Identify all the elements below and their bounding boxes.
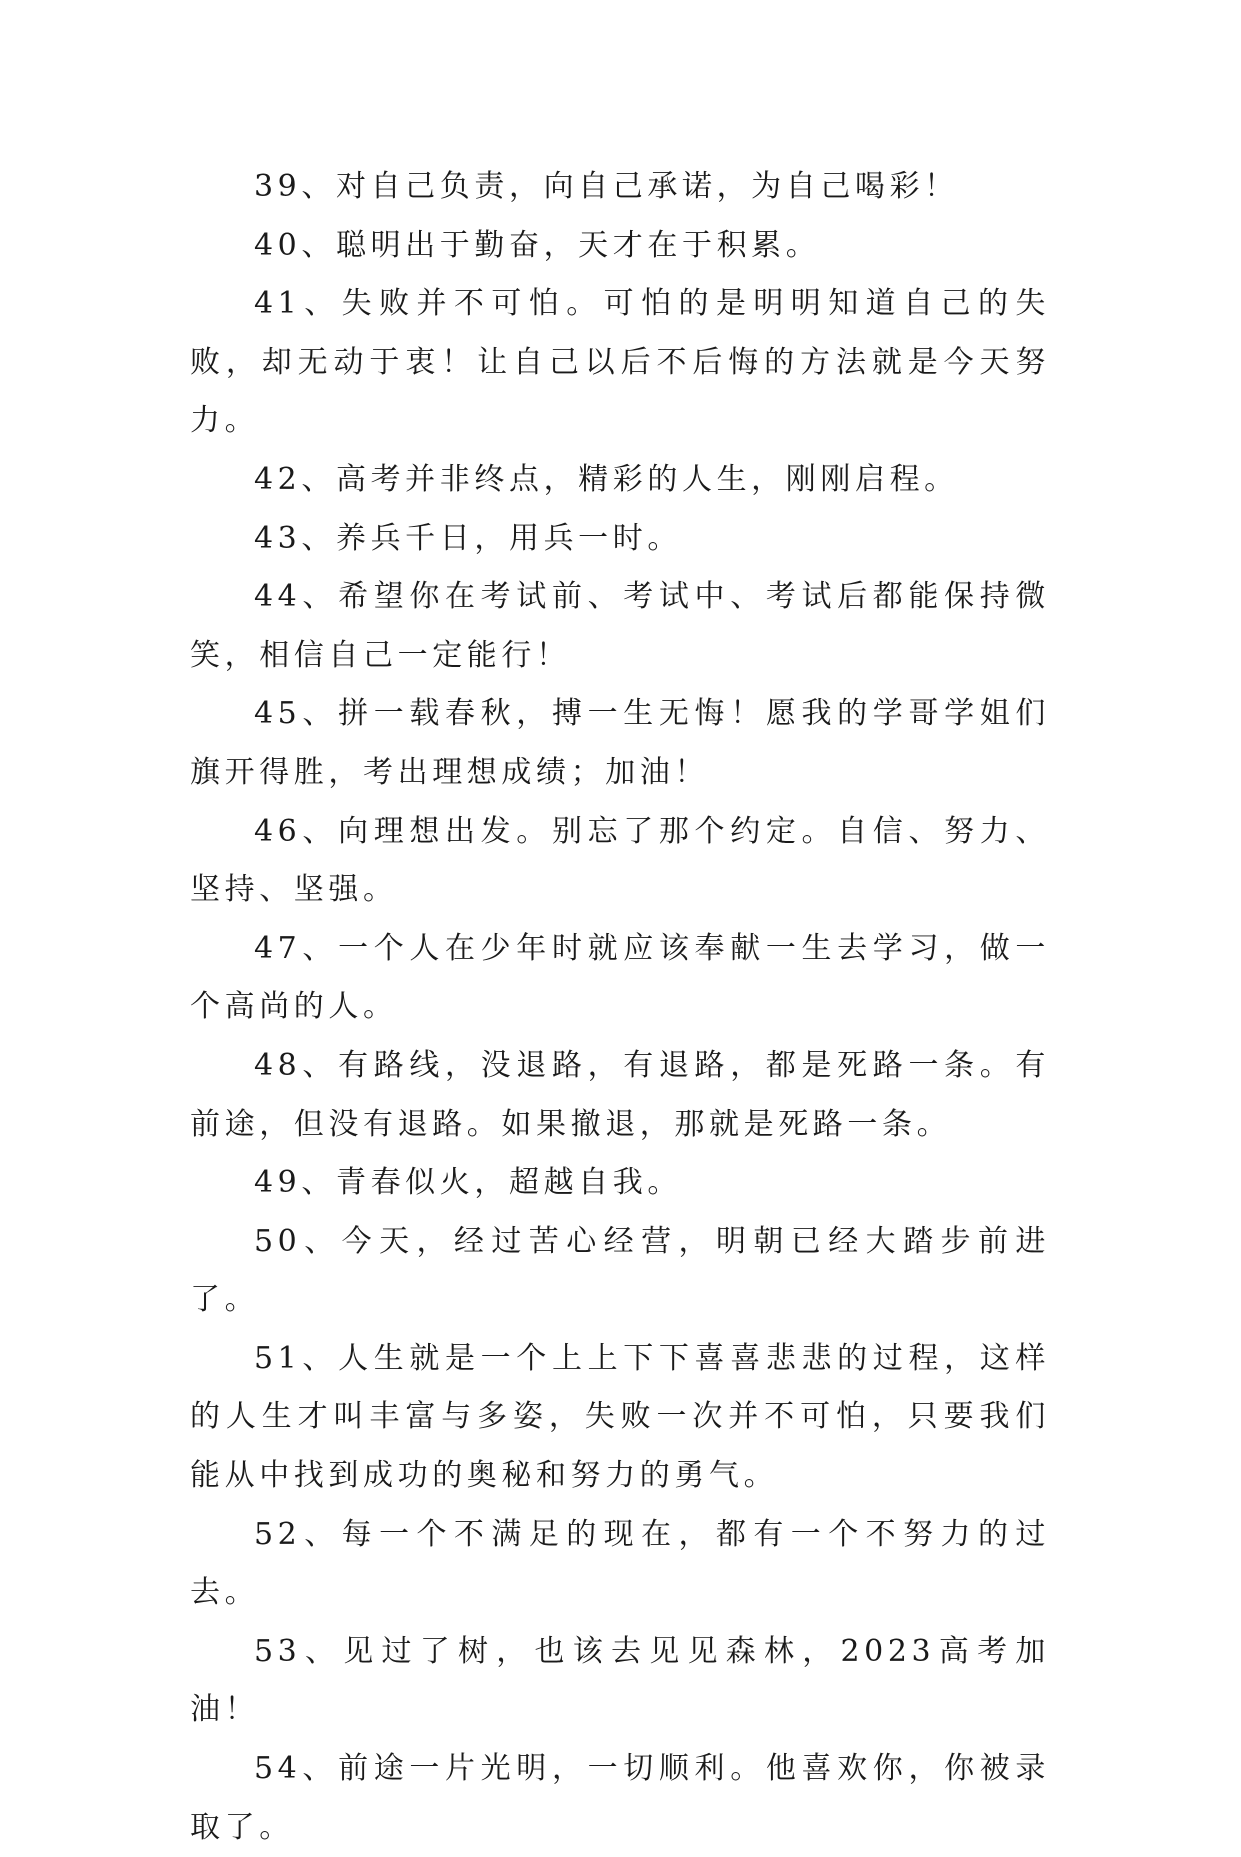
- paragraph-48: 48、有路线，没退路，有退路，都是死路一条。有前途，但没有退路。如果撤退，那就是死路一条。: [190, 1047, 1050, 1142]
- paragraph-46: 46、向理想出发。别忘了那个约定。自信、努力、坚持、坚强。: [190, 813, 1050, 908]
- paragraph-45: 45、拼一载春秋，搏一生无悔！愿我的学哥学姐们旗开得胜，考出理想成绩；加油！: [190, 696, 1050, 790]
- paragraph-49: 49、青春似火，超越自我。: [254, 1165, 682, 1201]
- paragraph-47: 47、一个人在少年时就应该奉献一生去学习，做一个高尚的人。: [190, 930, 1050, 1025]
- paragraph-42: 42、高考并非终点，精彩的人生，刚刚启程。: [254, 461, 959, 497]
- paragraph-39: 39、对自己负责，向自己承诺，为自己喝彩！: [254, 169, 959, 204]
- document-body: [190, 158, 1050, 1857]
- paragraph-50: 50、今天，经过苦心经营，明朝已经大踏步前进了。: [190, 1223, 1050, 1318]
- paragraph-52: 52、每一个不满足的现在，都有一个不努力的过去。: [190, 1516, 1050, 1611]
- paragraph-44: 44、希望你在考试前、考试中、考试后都能保持微笑，相信自己一定能行！: [190, 579, 1050, 673]
- paragraph-53: 53、见过了树，也该去见见森林，2023高考加油！: [190, 1633, 1050, 1728]
- paragraph-43: 43、养兵千日，用兵一时。: [254, 520, 682, 556]
- paragraph-51: 51、人生就是一个上上下下喜喜悲悲的过程，这样的人生才叫丰富与多姿，失败一次并不可怕，只要我们能从中找到成功的奥秘和努力的勇气。: [190, 1340, 1050, 1494]
- paragraph-41: 41、失败并不可怕。可怕的是明明知道自己的失败，却无动于衷！让自己以后不后悔的方法就是今天努力。: [190, 286, 1050, 439]
- paragraph-54: 54、前途一片光明，一切顺利。他喜欢你，你被录取了。: [190, 1751, 1050, 1845]
- paragraph-40: 40、聪明出于勤奋，天才在于积累。: [254, 227, 821, 263]
